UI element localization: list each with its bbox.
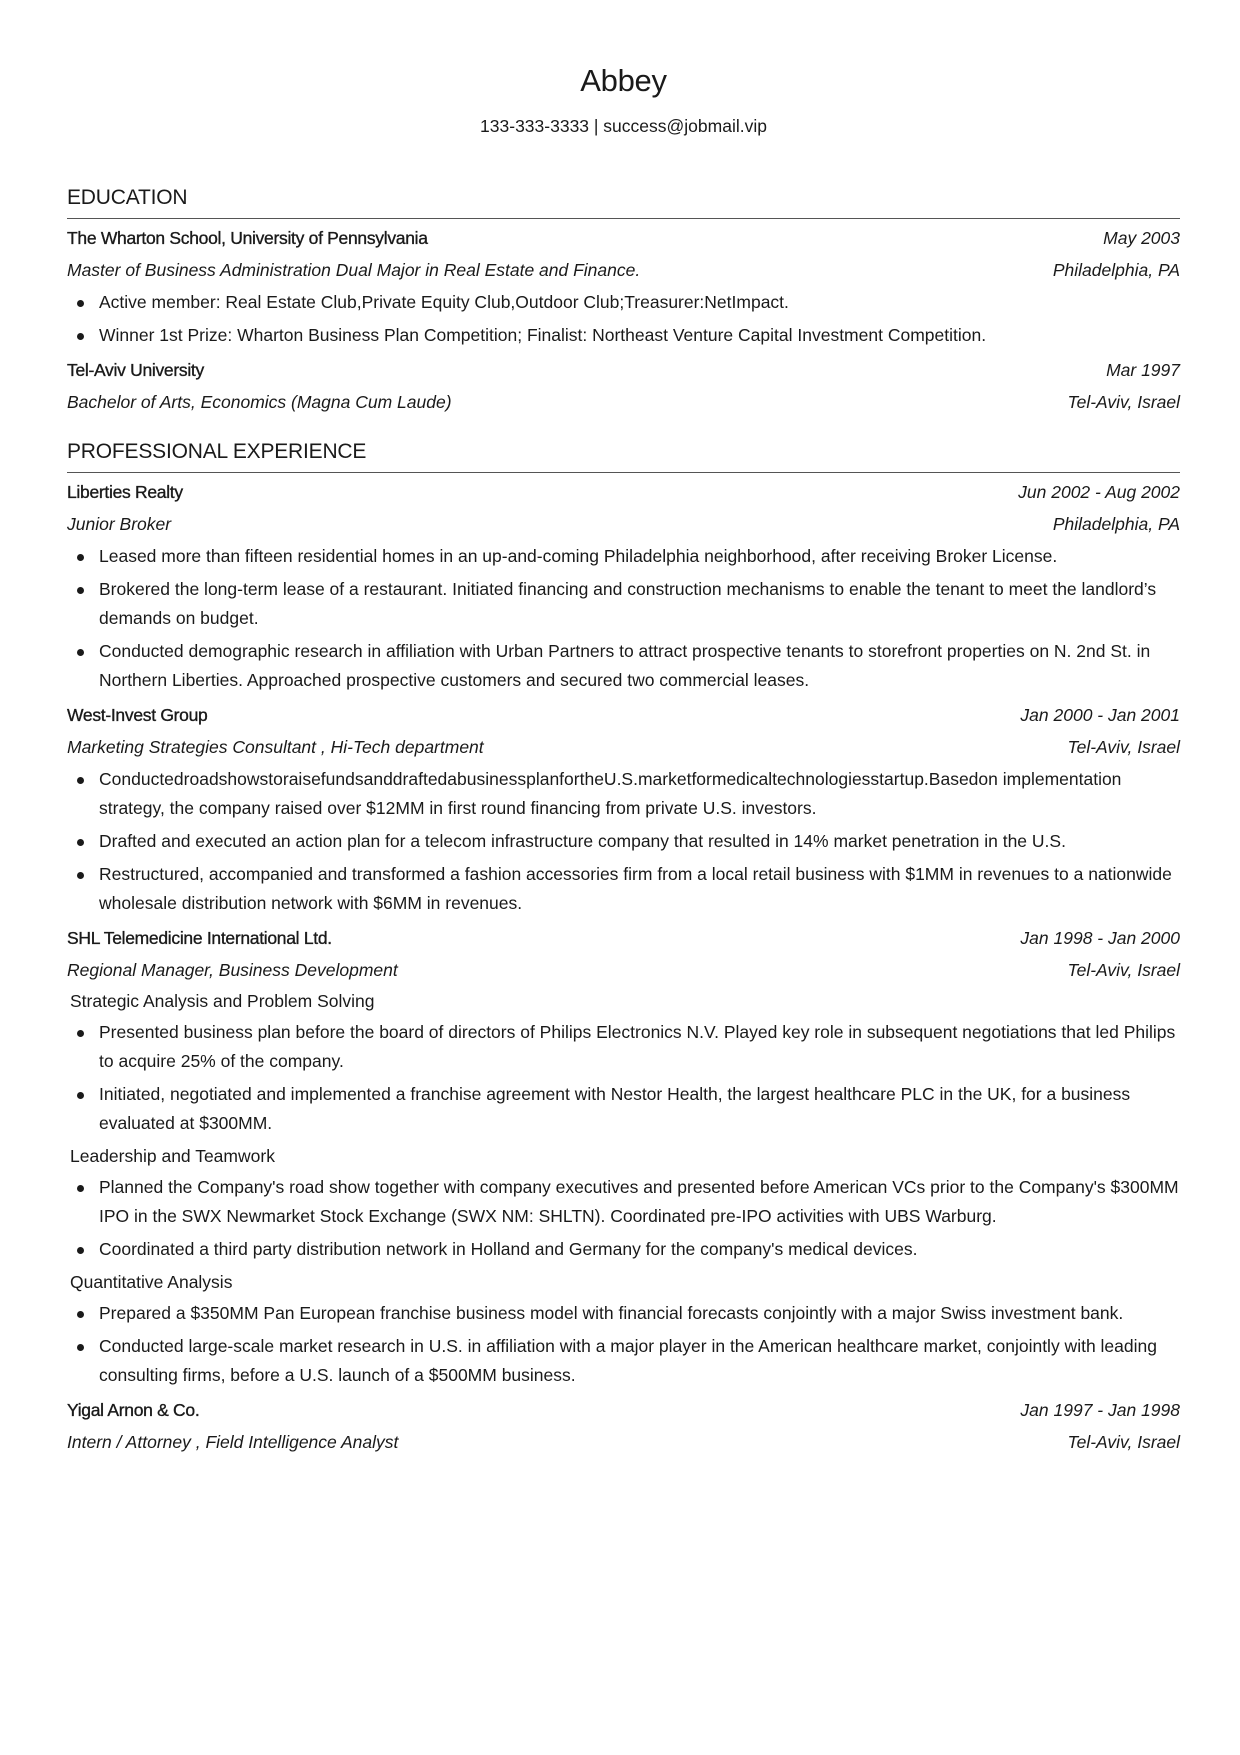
section-title-education: EDUCATION (67, 185, 1180, 219)
company-name: SHL Telemedicine International Ltd. (67, 928, 332, 948)
location: Tel-Aviv, Israel (1067, 1432, 1180, 1452)
location: Tel-Aviv, Israel (1067, 392, 1180, 412)
job-entry (67, 476, 1180, 695)
entry-header (67, 922, 1180, 954)
contact-line: 133-333-3333 | success@jobmail.vip (480, 116, 767, 136)
bullet-list (67, 1018, 1180, 1138)
job-role: Intern / Attorney , Field Intelligence Analyst (67, 1432, 399, 1452)
entry-header (67, 699, 1180, 731)
job-dates: Jan 2000 - Jan 2001 (1020, 705, 1180, 725)
entry-header (67, 1394, 1180, 1426)
bullet-item: Conducted demographic research in affiliation with Urban Partners to attract prospective tenants to storefront properties on N. 2nd St. in Northern Liberties. Approached prospective customers and secured two commercial leases. (67, 637, 1180, 695)
bullet-list (67, 765, 1180, 918)
bullet-list (67, 542, 1180, 695)
job-dates: Jan 1997 - Jan 1998 (1020, 1400, 1180, 1420)
bullet-item: Presented business plan before the board of directors of Philips Electronics N.V. Played key role in subsequent negotiations that led Philips to acquire 25% of the company. (67, 1018, 1180, 1076)
candidate-name: Abbey (580, 63, 667, 98)
bullet-list (67, 288, 1180, 350)
location: Philadelphia, PA (1052, 514, 1180, 534)
job-entry (67, 1394, 1180, 1458)
degree: Master of Business Administration Dual Major in Real Estate and Finance. (67, 260, 641, 280)
job-entry (67, 922, 1180, 1390)
entry-subheader (67, 386, 1180, 418)
skill-group-heading: Leadership and Teamwork (70, 1146, 275, 1166)
bullet-item: Prepared a $350MM Pan European franchise business model with financial forecasts conjointly with a major Swiss investment bank. (67, 1299, 1180, 1328)
bullet-item: Brokered the long-term lease of a restaurant. Initiated financing and construction mechanisms to enable the tenant to meet the landlord’s demands on budget. (67, 575, 1180, 633)
entry-header (67, 476, 1180, 508)
bullet-item: Active member: Real Estate Club,Private Equity Club,Outdoor Club;Treasurer:NetImpact. (67, 288, 1180, 317)
job-role: Regional Manager, Business Development (67, 960, 398, 980)
job-entry (67, 699, 1180, 918)
skill-group-heading: Strategic Analysis and Problem Solving (70, 991, 375, 1011)
bullet-item: Drafted and executed an action plan for a telecom infrastructure company that resulted in 14% market penetration in the U.S. (67, 827, 1180, 856)
entry-subheader (67, 954, 1180, 986)
bullet-item: Restructured, accompanied and transformed a fashion accessories firm from a local retail business with $1MM in revenues to a nationwide wholesale distribution network with $6MM in revenues. (67, 860, 1180, 918)
school-name: The Wharton School, University of Pennsylvania (67, 228, 428, 248)
company-name: West-Invest Group (67, 705, 208, 725)
section-title-experience: PROFESSIONAL EXPERIENCE (67, 439, 1180, 473)
bullet-item: Planned the Company's road show together with company executives and presented before American VCs prior to the Company's $300MM IPO in the SWX Newmarket Stock Exchange (SWX NM: SHLTN). Coordinated pre-IPO activities with UBS Warburg. (67, 1173, 1180, 1231)
entry-header (67, 354, 1180, 386)
entry-subheader (67, 254, 1180, 286)
job-role: Junior Broker (67, 514, 172, 534)
graduation-date: May 2003 (1103, 228, 1180, 248)
location: Tel-Aviv, Israel (1067, 960, 1180, 980)
bullet-item: Leased more than fifteen residential homes in an up-and-coming Philadelphia neighborhood, after receiving Broker License. (67, 542, 1180, 571)
bullet-item: Winner 1st Prize: Wharton Business Plan Competition; Finalist: Northeast Venture Capital Investment Competition. (67, 321, 1180, 350)
location: Tel-Aviv, Israel (1067, 737, 1180, 757)
resume-page (67, 0, 1180, 1458)
degree: Bachelor of Arts, Economics (Magna Cum Laude) (67, 392, 452, 412)
job-dates: Jan 1998 - Jan 2000 (1020, 928, 1180, 948)
entry-subheader (67, 731, 1180, 763)
bullet-item: Coordinated a third party distribution network in Holland and Germany for the company's medical devices. (67, 1235, 1180, 1264)
school-name: Tel-Aviv University (67, 360, 204, 380)
bullet-item: ConductedroadshowstoraisefundsanddraftedabusinessplanfortheU.S.marketformedicaltechnologiesstartup.Basedon implementation strategy, the company raised over $12MM in first round financing from private U.S. investors. (67, 765, 1180, 823)
education-entry (67, 354, 1180, 418)
graduation-date: Mar 1997 (1106, 360, 1180, 380)
job-role: Marketing Strategies Consultant , Hi-Tech department (67, 737, 484, 757)
company-name: Liberties Realty (67, 482, 183, 502)
company-name: Yigal Arnon & Co. (67, 1400, 200, 1420)
entry-header (67, 222, 1180, 254)
location: Philadelphia, PA (1052, 260, 1180, 280)
entry-subheader (67, 1426, 1180, 1458)
skill-group-heading: Quantitative Analysis (70, 1272, 233, 1292)
bullet-item: Initiated, negotiated and implemented a franchise agreement with Nestor Health, the largest healthcare PLC in the UK, for a business evaluated at $300MM. (67, 1080, 1180, 1138)
bullet-item: Conducted large-scale market research in U.S. in affiliation with a major player in the American healthcare market, conjointly with leading consulting firms, before a U.S. launch of a $500MM business. (67, 1332, 1180, 1390)
bullet-list (67, 1173, 1180, 1264)
entry-subheader (67, 508, 1180, 540)
job-dates: Jun 2002 - Aug 2002 (1018, 482, 1180, 502)
education-entry (67, 222, 1180, 350)
bullet-list (67, 1299, 1180, 1390)
